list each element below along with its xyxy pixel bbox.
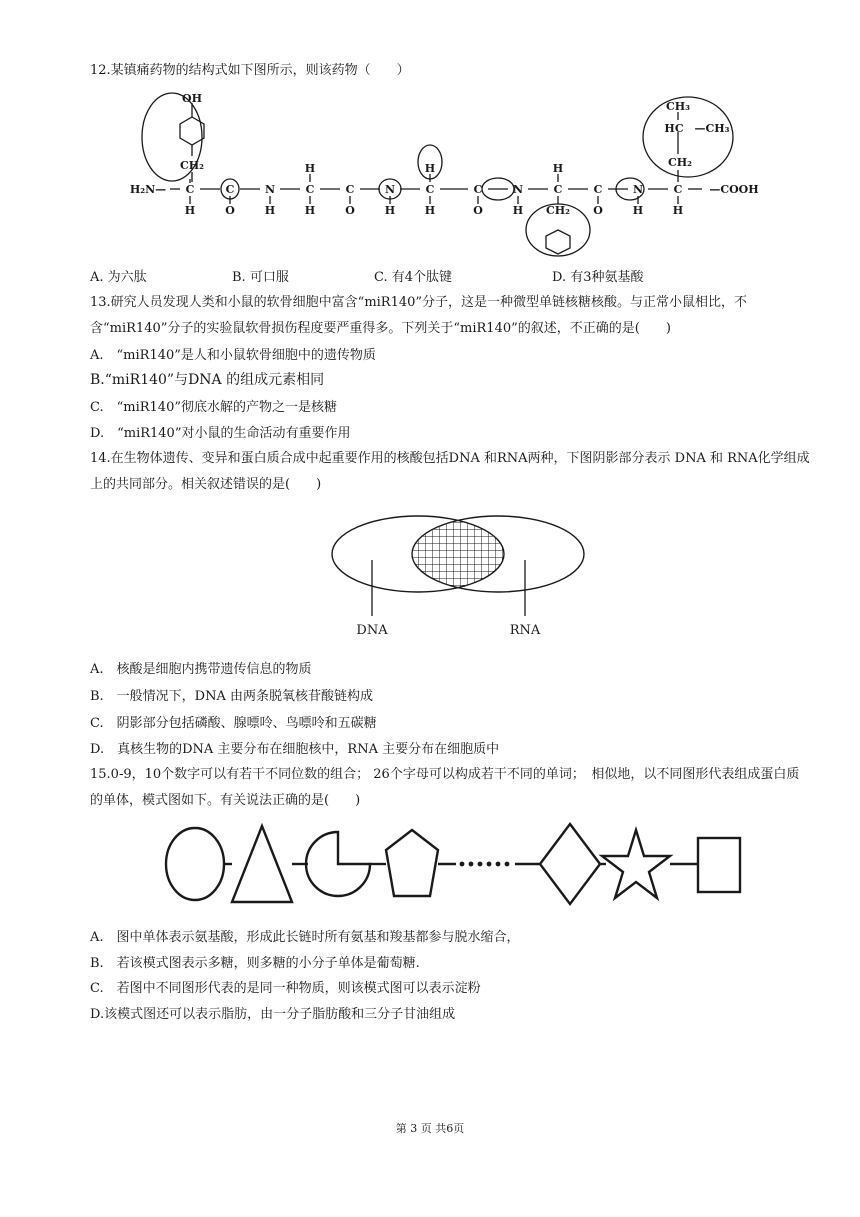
- q12-group-hc: HC: [664, 122, 684, 135]
- q13-option-d: D. “miR140”对小鼠的生命活动有重要作用: [90, 426, 351, 441]
- q12-bottom-3: H: [264, 204, 276, 217]
- q12-option-b: B. 可口服: [232, 270, 289, 285]
- q14-option-a: A. 核酸是细胞内携带遗传信息的物质: [90, 662, 312, 677]
- q12-bottom-12: H: [632, 204, 644, 217]
- q12-option-d: D. 有3种氨基酸: [552, 270, 644, 285]
- q12-chain-atom-4: C: [305, 183, 315, 196]
- q12-option-c: C. 有4个肽键: [374, 270, 453, 285]
- q12-chain-atom-11: C: [593, 183, 603, 196]
- q12-option-a: A. 为六肽: [90, 270, 147, 285]
- q12-chain-atom-13: C: [673, 183, 683, 196]
- q12-bottom-4: H: [304, 204, 316, 217]
- q12-bottom-8: O: [473, 204, 483, 217]
- q12-group-h-b: H: [424, 162, 436, 175]
- q14-option-d: D. 真核生物的DNA 主要分布在细胞核中，RNA 主要分布在细胞质中: [90, 742, 500, 757]
- q14-stem: 14.在生物体遗传、变异和蛋白质合成中起重要作用的核酸包括DNA 和RNA两种，下图阴影部分表示 DNA 和 RNA化学组成上的共同部分。相关叙述错误的是( ): [90, 451, 810, 492]
- q12-bottom-2: O: [225, 204, 235, 217]
- q12-chain-atom-5: C: [345, 183, 355, 196]
- q12-group-oh: OH: [182, 92, 202, 105]
- q15-monomer-chain-diagram: [160, 818, 760, 910]
- q12-chain-atom-7: C: [425, 183, 435, 196]
- q12-group-ch2-b: CH₂: [668, 156, 692, 169]
- q12-bottom-7: H: [424, 204, 436, 217]
- q12-group-ch3-a: CH₃: [666, 100, 690, 113]
- q12-chain-amine: H₂N—: [129, 183, 167, 196]
- q14-label-rna: RNA: [509, 623, 541, 638]
- q12-group-ch2-a: CH₂: [180, 159, 204, 172]
- q12-bottom-6: H: [384, 204, 396, 217]
- q14-label-dna: DNA: [356, 623, 388, 638]
- q12-chain-atom-3: N: [264, 183, 276, 196]
- q12-options: [90, 266, 810, 286]
- q13-option-c: C. “miR140”彻底水解的产物之一是核糖: [90, 400, 337, 415]
- q12-stem: 12.某镇痛药物的结构式如下图所示，则该药物（ ）: [90, 63, 410, 78]
- q15-option-c: C. 若图中不同图形代表的是同一种物质，则该模式图可以表示淀粉: [90, 981, 481, 996]
- q15-option-b: B. 若该模式图表示多糖，则多糖的小分子单体是葡萄糖.: [90, 956, 420, 971]
- q12-bottom-1: H: [184, 204, 196, 217]
- q12-group-h-c: H: [552, 162, 564, 175]
- q12-chain-atom-10: C: [553, 183, 563, 196]
- q15-option-a: A. 图中单体表示氨基酸，形成此长链时所有氨基和羧基都参与脱水缩合，: [90, 930, 520, 945]
- q14-option-c: C. 阴影部分包括磷酸、腺嘌呤、鸟嘌呤和五碳糖: [90, 716, 377, 731]
- q14-option-b: B. 一般情况下，DNA 由两条脱氧核苷酸链构成: [90, 689, 374, 704]
- q15-option-d: D.该模式图还可以表示脂肪，由一分子脂肪酸和三分子甘油组成: [90, 1007, 456, 1022]
- q13-stem: 13.研究人员发现人类和小鼠的软骨细胞中富含“miR140”分子，这是一种微型单链核糖核酸。与正常小鼠相比，不含“miR140”分子的实验鼠软骨损伤程度要严重得多。下列关于“miR140”的叙述，不正确的是( ): [90, 295, 748, 336]
- q12-chain-carboxyl: —COOH: [709, 183, 759, 196]
- q15-stem: 15.0-9，10个数字可以有若干不同位数的组合； 26个字母可以构成若干不同的单词； 相似地，以不同图形代表组成蛋白质的单体，模式图如下。有关说法正确的是( ): [90, 767, 800, 808]
- q12-chain-atom-8: C: [473, 183, 483, 196]
- q13-option-b: B.“miR140”与DNA 的组成元素相同: [90, 372, 325, 388]
- q14-venn-diagram: [320, 508, 600, 642]
- page-footer: 第 3 页 共6页: [395, 1122, 465, 1135]
- q12-group-h-a: H: [304, 162, 316, 175]
- q12-bottom-9: H: [512, 204, 524, 217]
- q12-chain-atom-12: N: [632, 183, 644, 196]
- q12-bottom-13: H: [672, 204, 684, 217]
- q12-chain-atom-2: C: [225, 183, 235, 196]
- q12-chain-atom-6: N: [384, 183, 396, 196]
- q13-option-a: A. “miR140”是人和小鼠软骨细胞中的遗传物质: [90, 348, 376, 363]
- q12-bottom-5: O: [345, 204, 355, 217]
- q12-bottom-11: O: [593, 204, 603, 217]
- q12-structure-diagram: [120, 92, 780, 262]
- q12-bottom-10: CH₂: [546, 204, 570, 217]
- q12-group-ch3-b: —CH₃: [694, 122, 730, 135]
- q12-chain-atom-9: N: [512, 183, 524, 196]
- q12-chain-atom-1: C: [185, 183, 195, 196]
